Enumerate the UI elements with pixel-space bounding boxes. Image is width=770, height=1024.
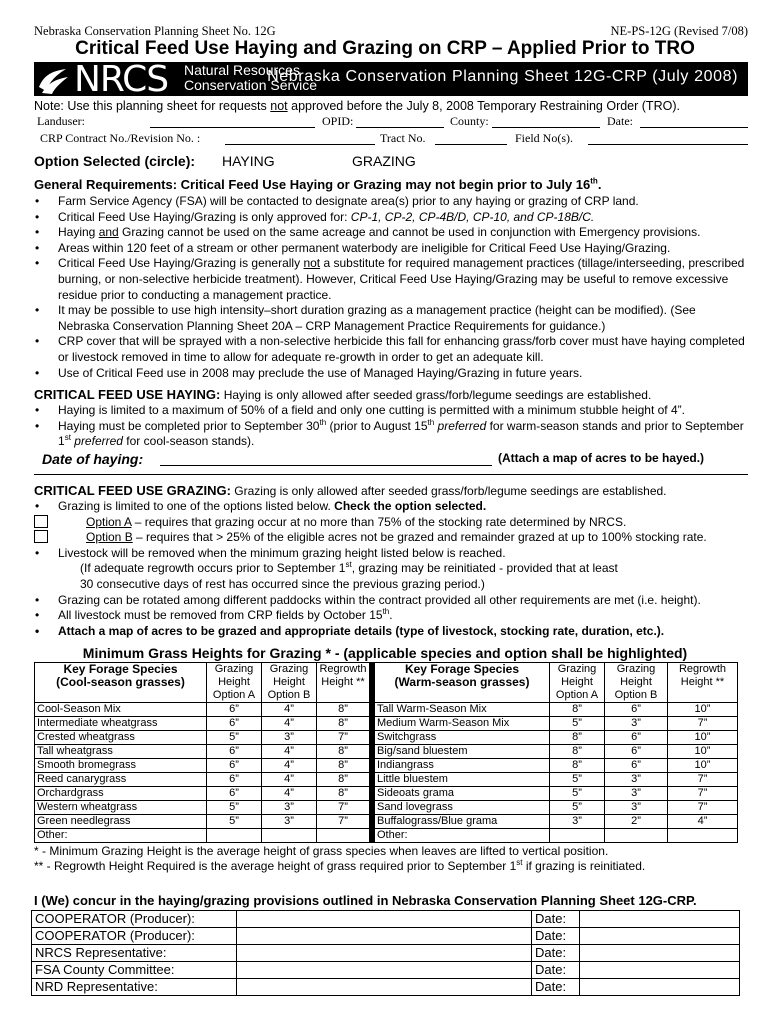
- signature-date-field[interactable]: [580, 945, 740, 962]
- table-cell: 5”: [207, 815, 262, 829]
- table-cell: 6”: [207, 759, 262, 773]
- table-cell: 7”: [668, 801, 738, 815]
- tract-field[interactable]: [435, 144, 507, 145]
- table-cell: 4”: [668, 815, 738, 829]
- date-field[interactable]: [640, 127, 748, 128]
- table-cell: 6”: [605, 759, 668, 773]
- option-b-row: Option B – requires that > 25% of the eligible acres not be grazed and remainder grazed at up to 100% stocking rate.: [34, 530, 748, 546]
- table-cell: 3”: [605, 773, 668, 787]
- grass-heights-table: [34, 662, 738, 843]
- table-cell: 8”: [550, 703, 605, 717]
- table-cell: 3”: [550, 815, 605, 829]
- banner-title: Nebraska Conservation Planning Sheet 12G-CRP (July 2008): [267, 68, 738, 85]
- date-of-haying-label: Date of haying:: [42, 451, 144, 467]
- signature-row: [32, 945, 740, 962]
- table-cell: Sand lovegrass: [375, 801, 550, 815]
- signature-field[interactable]: [237, 945, 532, 962]
- date-of-haying-field[interactable]: [160, 465, 492, 466]
- table-cell: 10”: [668, 745, 738, 759]
- table-cell: 8”: [550, 745, 605, 759]
- footnote-2: ** - Regrowth Height Required is the average height of grass required prior to September 1st if grazing is reinitiated.: [34, 858, 646, 873]
- table-row: [35, 773, 738, 787]
- signature-date-field[interactable]: [580, 911, 740, 928]
- table-cell: Other:: [35, 829, 207, 843]
- signature-date-field[interactable]: [580, 962, 740, 979]
- table-cell: Intermediate wheatgrass: [35, 717, 207, 731]
- signature-field[interactable]: [237, 911, 532, 928]
- table-cell: 3”: [605, 787, 668, 801]
- concur-statement: I (We) concur in the haying/grazing provisions outlined in Nebraska Conservation Planning Sheet 12G-CRP.: [34, 893, 697, 908]
- table-cell: 8”: [550, 759, 605, 773]
- signature-label: NRD Representative:: [32, 979, 237, 996]
- table-cell: 5”: [207, 731, 262, 745]
- county-label: County:: [450, 114, 489, 128]
- signature-date-label: Date:: [532, 979, 580, 996]
- option-selected: [34, 153, 416, 169]
- signature-field[interactable]: [237, 928, 532, 945]
- list-item: • All livestock must be removed from CRP fields by October 15th.: [34, 608, 748, 624]
- option-label: Option Selected (circle):: [34, 153, 196, 169]
- table-cell: Switchgrass: [375, 731, 550, 745]
- list-item: • Critical Feed Use Haying/Grazing is generally not a substitute for required management practices (tillage/interseeding, prescribed burning, or non-selective herbicide treatment). However, Critical Feed Use Haying/Grazing may be useful to remove excessive residue prior to conducting a management practice.: [34, 256, 748, 303]
- list-item: • Haying and Grazing cannot be used on the same acreage and cannot be used in conjunction with Emergency provisions.: [34, 225, 748, 241]
- footnote-1: * - Minimum Grazing Height is the average height of grass species when leaves are lifted to vertical position.: [34, 844, 609, 858]
- agency-line-1: Natural Resources: [184, 62, 300, 78]
- table-cell: 6”: [605, 703, 668, 717]
- table-cell: Sideoats grama: [375, 787, 550, 801]
- table-cell: 5”: [550, 801, 605, 815]
- table-cell: Medium Warm-Season Mix: [375, 717, 550, 731]
- signature-date-label: Date:: [532, 945, 580, 962]
- table-cell: 2”: [605, 815, 668, 829]
- table-cell: Tall Warm-Season Mix: [375, 703, 550, 717]
- table-cell: 3”: [605, 801, 668, 815]
- table-row: [35, 703, 738, 717]
- table-cell: 8”: [317, 787, 370, 801]
- table-cell: 8”: [317, 759, 370, 773]
- table-cell: Orchardgrass: [35, 787, 207, 801]
- haying-heading: CRITICAL FEED USE HAYING: Haying is only allowed after seeded grass/forb/legume seedings are established.: [34, 387, 652, 402]
- table-row: [35, 759, 738, 773]
- contract-field[interactable]: [225, 144, 375, 145]
- table-cell: [317, 829, 370, 843]
- signature-date-field[interactable]: [580, 928, 740, 945]
- table-row: [35, 801, 738, 815]
- table-row: [35, 717, 738, 731]
- table-cell: [207, 829, 262, 843]
- note: Note: Use this planning sheet for requests not approved before the July 8, 2008 Temporary Restraining Order (TRO).: [34, 99, 680, 113]
- table-cell: 6”: [207, 703, 262, 717]
- page-title: Critical Feed Use Haying and Grazing on CRP – Applied Prior to TRO: [75, 38, 695, 59]
- table-cell: 8”: [317, 703, 370, 717]
- nrcs-logo-text: NRCS: [74, 59, 169, 100]
- nrcs-banner: [34, 59, 748, 100]
- list-item: (If adequate regrowth occurs prior to September 1st, grazing may be reinitiated - provided that at least: [80, 560, 618, 576]
- list-item: • Farm Service Agency (FSA) will be contacted to designate area(s) prior to any haying or grazing of CRP land.: [34, 194, 748, 210]
- table-cell: 4”: [262, 787, 317, 801]
- table-cell: 7”: [668, 773, 738, 787]
- list-item: • Livestock will be removed when the minimum grazing height listed below is reached.: [34, 546, 748, 562]
- signature-row: [32, 928, 740, 945]
- table-cell: Big/sand bluestem: [375, 745, 550, 759]
- table-cell: 6”: [605, 731, 668, 745]
- table-cell: Green needlegrass: [35, 815, 207, 829]
- table-cell: 8”: [317, 745, 370, 759]
- contract-label: CRP Contract No./Revision No. :: [40, 131, 201, 145]
- table-cell: Cool-Season Mix: [35, 703, 207, 717]
- table-cell: Little bluestem: [375, 773, 550, 787]
- grazing-list: [34, 499, 748, 639]
- table-cell: 3”: [262, 731, 317, 745]
- list-item: • Use of Critical Feed use in 2008 may preclude the use of Managed Haying/Grazing in future years.: [34, 366, 748, 382]
- option-b-checkbox[interactable]: [34, 530, 48, 543]
- table-row: [35, 731, 738, 745]
- table-cell: 8”: [550, 731, 605, 745]
- field-label: Field No(s).: [515, 131, 573, 145]
- table-cell: 4”: [262, 773, 317, 787]
- table-cell: 7”: [668, 717, 738, 731]
- table-cell: [262, 829, 317, 843]
- table-cell: 4”: [262, 745, 317, 759]
- header-line: [34, 24, 748, 38]
- divider: [34, 474, 748, 475]
- grazing-heading: CRITICAL FEED USE GRAZING: Grazing is only allowed after seeded grass/forb/legume seedings are established.: [34, 483, 667, 498]
- agency-line-2: Conservation Service: [184, 77, 318, 93]
- table-cell: 6”: [605, 745, 668, 759]
- table-cell: Crested wheatgrass: [35, 731, 207, 745]
- table-cell: [668, 829, 738, 843]
- table-cell: [550, 829, 605, 843]
- table-cell: 10”: [668, 759, 738, 773]
- signature-row: [32, 979, 740, 996]
- table-cell: 4”: [262, 717, 317, 731]
- table-cell: 4”: [262, 759, 317, 773]
- sheet-number: Nebraska Conservation Planning Sheet No. 12G: [34, 24, 276, 38]
- field-numbers-field[interactable]: [588, 144, 748, 145]
- table-cell: 6”: [207, 773, 262, 787]
- signature-label: NRCS Representative:: [32, 945, 237, 962]
- table-cell: Indiangrass: [375, 759, 550, 773]
- option-a-row: Option A – requires that grazing occur at no more than 75% of the stocking rate determined by NRCS.: [34, 515, 748, 531]
- table-cell: 5”: [550, 787, 605, 801]
- list-item: • Grazing can be rotated among different paddocks within the contract provided all other requirements are met (i.e. height).: [34, 593, 748, 609]
- table-cell: Western wheatgrass: [35, 801, 207, 815]
- signature-table: [31, 910, 740, 996]
- tract-label: Tract No.: [380, 131, 426, 145]
- table-cell: Reed canarygrass: [35, 773, 207, 787]
- county-field[interactable]: [492, 127, 600, 128]
- landuser-label: Landuser:: [37, 114, 85, 128]
- table-cell: 5”: [550, 773, 605, 787]
- table-cell: 10”: [668, 703, 738, 717]
- signature-date-label: Date:: [532, 962, 580, 979]
- list-item: • Haying must be completed prior to September 30th (prior to August 15th preferred for warm-season stands and prior to September 1st preferred for cool-season stands).: [34, 419, 748, 450]
- table-cell: 6”: [207, 787, 262, 801]
- signature-date-field[interactable]: [580, 979, 740, 996]
- option-grazing[interactable]: GRAZING: [352, 153, 416, 169]
- list-item: • CRP cover that will be sprayed with a non-selective herbicide this fall for enhancing grass/forb cover must have haying completed or livestock removed in time to allow for adequate re-growth in order to get an adequate kill.: [34, 334, 748, 365]
- table-cell: 7”: [317, 815, 370, 829]
- signature-date-label: Date:: [532, 911, 580, 928]
- option-a-checkbox[interactable]: [34, 515, 48, 528]
- table-cell: 8”: [317, 773, 370, 787]
- table-cell: 3”: [605, 717, 668, 731]
- list-item: • It may be possible to use high intensity–short duration grazing as a management practice (height can be modified). (See Nebraska Conservation Planning Sheet 20A – CRP Management Practice Requirements for guidance.): [34, 303, 748, 334]
- table-cell: 4”: [262, 703, 317, 717]
- table-cell: 5”: [550, 717, 605, 731]
- signature-label: FSA County Committee:: [32, 962, 237, 979]
- table-cell: 10”: [668, 731, 738, 745]
- signature-label: COOPERATOR (Producer):: [32, 911, 237, 928]
- signature-field[interactable]: [237, 979, 532, 996]
- table-row: [35, 815, 738, 829]
- list-item: 30 consecutive days of rest has occurred since the previous grazing period.): [80, 576, 485, 591]
- list-item: • Grazing is limited to one of the options listed below. Check the option selected.: [34, 499, 748, 515]
- table-cell: 6”: [207, 717, 262, 731]
- table-cell: 6”: [207, 745, 262, 759]
- table-cell: Other:: [375, 829, 550, 843]
- table-cell: 5”: [207, 801, 262, 815]
- table-cell: 7”: [317, 801, 370, 815]
- signature-label: COOPERATOR (Producer):: [32, 928, 237, 945]
- general-requirements-list: [34, 194, 748, 381]
- table-header-row: Key Forage Species (Cool-season grasses) Grazing Height Option A Grazing Height Option B Regrowth Height ** Key Forage Species (Warm-season grasses) Grazing Height Option A Grazing Height Option B Regrowth Height **: [35, 663, 738, 703]
- grass-heights-heading: Minimum Grass Heights for Grazing * - (applicable species and option shall be highlighted): [82, 645, 688, 661]
- table-cell: Smooth bromegrass: [35, 759, 207, 773]
- haying-list: [34, 403, 748, 450]
- opid-label: OPID:: [322, 114, 354, 128]
- nrcs-logo-icon: [36, 63, 70, 95]
- signature-field[interactable]: [237, 962, 532, 979]
- list-item: • Attach a map of acres to be grazed and appropriate details (type of livestock, stocking rate, duration, etc.).: [34, 624, 748, 640]
- table-cell: 3”: [262, 815, 317, 829]
- table-row: [35, 787, 738, 801]
- table-cell: Buffalograss/Blue grama: [375, 815, 550, 829]
- list-item: • Critical Feed Use Haying/Grazing is only approved for: CP-1, CP-2, CP-4B/D, CP-10, and CP-18B/C.: [34, 210, 748, 226]
- list-item: • Haying is limited to a maximum of 50% of a field and only one cutting is permitted with a minimum stubble height of 4”.: [34, 403, 748, 419]
- form-id: NE-PS-12G (Revised 7/08): [610, 24, 748, 38]
- table-cell: Tall wheatgrass: [35, 745, 207, 759]
- table-footnotes: [34, 844, 645, 874]
- general-heading: General Requirements: Critical Feed Use Haying or Grazing may not begin prior to July 16th.: [34, 176, 602, 192]
- table-cell: 3”: [262, 801, 317, 815]
- signature-row: [32, 911, 740, 928]
- option-haying[interactable]: HAYING: [222, 153, 275, 169]
- table-cell: [605, 829, 668, 843]
- signature-row: [32, 962, 740, 979]
- table-row: [35, 745, 738, 759]
- signature-date-label: Date:: [532, 928, 580, 945]
- date-label: Date:: [607, 114, 633, 128]
- landuser-field[interactable]: [150, 127, 315, 128]
- table-cell: 7”: [317, 731, 370, 745]
- table-cell: 7”: [668, 787, 738, 801]
- opid-field[interactable]: [356, 127, 444, 128]
- list-item: • Areas within 120 feet of a stream or other permanent waterbody are ineligible for Critical Feed Use Haying/Grazing.: [34, 241, 748, 257]
- table-cell: 8”: [317, 717, 370, 731]
- table-row: [35, 829, 738, 843]
- haying-attach-note: (Attach a map of acres to be hayed.): [498, 451, 705, 465]
